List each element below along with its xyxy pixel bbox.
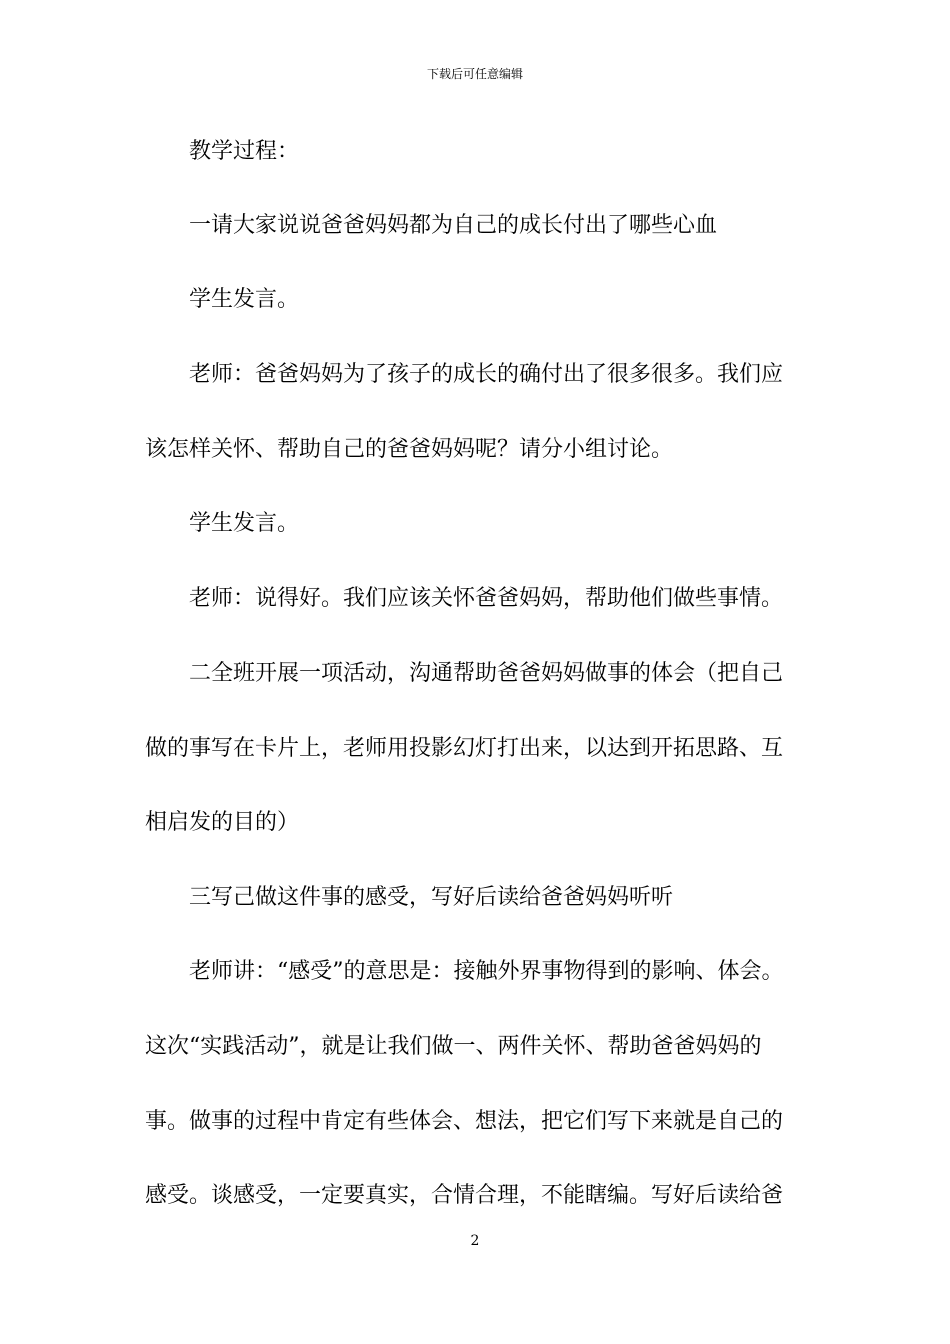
page-header: 下载后可任意编辑 <box>426 67 523 81</box>
paragraph-line: 这次“实践活动”，就是让我们做一、两件关怀、帮助爸爸妈妈的 <box>145 1034 762 1059</box>
paragraph-line: 三写己做这件事的感受，写好后读给爸爸妈妈听听 <box>189 885 674 910</box>
paragraph-line: 做的事写在卡片上，老师用投影幻灯打出来，以达到开拓思路、互 <box>145 736 784 761</box>
paragraph-line: 老师讲：“感受”的意思是：接触外界事物得到的影响、体会。 <box>189 959 784 984</box>
paragraph-line: 二全班开展一项活动，沟通帮助爸爸妈妈做事的体会（把自己 <box>189 661 784 686</box>
paragraph-line: 学生发言。 <box>189 511 300 536</box>
paragraph-line: 该怎样关怀、帮助自己的爸爸妈妈呢？请分小组讨论。 <box>145 437 674 462</box>
paragraph-line: 感受。谈感受，一定要真实，合情合理，不能瞎编。写好后读给爸 <box>145 1183 784 1208</box>
paragraph-line: 相启发的目的） <box>145 810 300 835</box>
paragraph-line: 学生发言。 <box>189 287 300 312</box>
paragraph-line: 教学过程： <box>189 139 300 164</box>
paragraph-line: 老师：说得好。我们应该关怀爸爸妈妈，帮助他们做些事情。 <box>189 586 784 611</box>
paragraph-line: 老师：爸爸妈妈为了孩子的成长的确付出了很多很多。我们应 <box>189 362 784 387</box>
page-number: 2 <box>470 1233 480 1249</box>
paragraph-line: 一请大家说说爸爸妈妈都为自己的成长付出了哪些心血 <box>189 213 718 238</box>
paragraph-line: 事。做事的过程中肯定有些体会、想法，把它们写下来就是自己的 <box>145 1109 784 1134</box>
